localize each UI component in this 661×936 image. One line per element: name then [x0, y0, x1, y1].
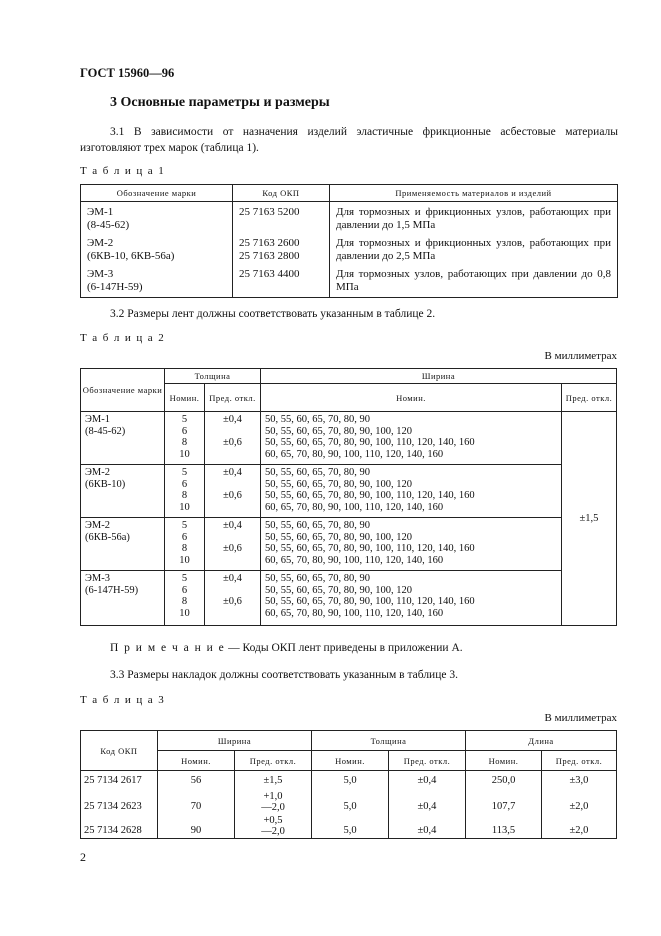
- table2-header-dev: Пред. откл.: [205, 384, 261, 412]
- table-row: [81, 412, 617, 465]
- table3-caption: Т а б л и ц а 3: [80, 694, 166, 706]
- table2-widths-cell: 50, 55, 60, 65, 70, 80, 90 50, 55, 60, 65, 70, 80, 90, 100, 120 50, 55, 60, 65, 70, 80, 90, 100, 110, 120, 140, 160 60, 65, 70, 80, 90, 100, 110, 120, 140, 160: [261, 412, 562, 465]
- table3-thickness-dev-cell: ±0,4: [389, 771, 466, 791]
- table3-header-thickness: Толщина: [312, 731, 466, 751]
- table2-units: В миллиметрах: [544, 350, 617, 362]
- table3-width-nom-cell: 70: [158, 791, 235, 815]
- table1-code-cell: 25 7163 4400: [233, 266, 330, 298]
- table2-widths-cell: 50, 55, 60, 65, 70, 80, 90 50, 55, 60, 65, 70, 80, 90, 100, 120 50, 55, 60, 65, 70, 80, 90, 100, 110, 120, 140, 160 60, 65, 70, 80, 90, 100, 110, 120, 140, 160: [261, 571, 562, 626]
- table-row: [81, 791, 617, 815]
- table2-header-thickness: Толщина: [165, 369, 261, 384]
- table-row: [81, 571, 617, 626]
- paragraph-3-1: 3.1 В зависимости от назначения изделий эластичные фрикционные асбестовые материалы изготовляют трех марок (таблица 1).: [80, 126, 618, 154]
- table3-header-code: Код ОКП: [81, 731, 158, 771]
- table3-thickness-dev-cell: ±0,4: [389, 791, 466, 815]
- table3-code-cell: 25 7134 2617: [81, 771, 158, 791]
- table1-usage-cell: Для тормозных узлов, работающих при давлении до 0,8 МПа: [330, 266, 618, 298]
- table3-header-thickness-nom: Номин.: [312, 751, 389, 771]
- note-text: — Коды ОКП лент приведены в приложении А.: [225, 642, 463, 654]
- table2-mark-cell: ЭМ-2 (6КВ-56а): [81, 518, 165, 571]
- table3-thickness-dev-cell: ±0,4: [389, 815, 466, 839]
- table3-thickness-nom-cell: 5,0: [312, 771, 389, 791]
- table3-length-dev-cell: ±2,0: [542, 815, 617, 839]
- table1-code-cell: 25 7163 2600 25 7163 2800: [233, 235, 330, 266]
- table-row: [81, 518, 617, 571]
- table3-thickness-nom-cell: 5,0: [312, 815, 389, 839]
- table3-units: В миллиметрах: [544, 712, 617, 724]
- table2-widths-cell: 50, 55, 60, 65, 70, 80, 90 50, 55, 60, 65, 70, 80, 90, 100, 120 50, 55, 60, 65, 70, 80, 90, 100, 110, 120, 140, 160 60, 65, 70, 80, 90, 100, 110, 120, 140, 160: [261, 465, 562, 518]
- table-row: [81, 202, 618, 236]
- table2-nom-cell: 5 6 8 10: [165, 412, 205, 465]
- table2-mark-cell: ЭМ-3 (6-147Н-59): [81, 571, 165, 626]
- table3-length-nom-cell: 113,5: [466, 815, 542, 839]
- table3-length-nom-cell: 107,7: [466, 791, 542, 815]
- table2-header-width-dev: Пред. откл.: [562, 384, 617, 412]
- table2-header-mark: Обозначение марки: [81, 369, 165, 412]
- table-3: [80, 730, 617, 839]
- table1-header-usage: Применяемость материалов и изделий: [330, 185, 618, 202]
- table3-code-cell: 25 7134 2628: [81, 815, 158, 839]
- table-row: [81, 771, 617, 791]
- table2-dev-cell: ±0,4 ±0,6: [205, 518, 261, 571]
- table3-header-width-nom: Номин.: [158, 751, 235, 771]
- table2-mark-cell: ЭМ-1 (8-45-62): [81, 412, 165, 465]
- table-row: [81, 266, 618, 298]
- table-row: [81, 815, 617, 839]
- page-number: 2: [80, 850, 86, 864]
- table2-nom-cell: 5 6 8 10: [165, 465, 205, 518]
- table2-dev-cell: ±0,4 ±0,6: [205, 465, 261, 518]
- table1-mark-cell: ЭМ-1 (8-45-62): [81, 202, 233, 236]
- table2-width-dev-cell: ±1,5: [562, 412, 617, 626]
- paragraph-3-3: 3.3 Размеры накладок должны соответствовать указанным в таблице 3.: [110, 669, 458, 681]
- document-header: ГОСТ 15960—96: [80, 66, 175, 80]
- table3-width-nom-cell: 90: [158, 815, 235, 839]
- table2-nom-cell: 5 6 8 10: [165, 518, 205, 571]
- table1-code-cell: 25 7163 5200: [233, 202, 330, 236]
- paragraph-3-2: 3.2 Размеры лент должны соответствовать указанным в таблице 2.: [110, 308, 436, 320]
- table1-usage-cell: Для тормозных и фрикционных узлов, работающих при давлении до 2,5 МПа: [330, 235, 618, 266]
- table3-header-length-nom: Номин.: [466, 751, 542, 771]
- table2-dev-cell: ±0,4 ±0,6: [205, 412, 261, 465]
- table3-header-thickness-dev: Пред. откл.: [389, 751, 466, 771]
- table1-caption: Т а б л и ц а 1: [80, 165, 166, 177]
- table3-width-dev-cell: ±1,5: [235, 771, 312, 791]
- table3-thickness-nom-cell: 5,0: [312, 791, 389, 815]
- table2-dev-cell: ±0,4 ±0,6: [205, 571, 261, 626]
- section-title: 3 Основные параметры и размеры: [110, 95, 330, 110]
- table2-caption: Т а б л и ц а 2: [80, 332, 166, 344]
- table3-code-cell: 25 7134 2623: [81, 791, 158, 815]
- table2-header-width: Ширина: [261, 369, 617, 384]
- table3-header-length: Длина: [466, 731, 617, 751]
- table1-header-code: Код ОКП: [233, 185, 330, 202]
- table3-width-nom-cell: 56: [158, 771, 235, 791]
- note: [110, 640, 463, 656]
- table2-widths-cell: 50, 55, 60, 65, 70, 80, 90 50, 55, 60, 65, 70, 80, 90, 100, 120 50, 55, 60, 65, 70, 80, 90, 100, 110, 120, 140, 160 60, 65, 70, 80, 90, 100, 110, 120, 140, 160: [261, 518, 562, 571]
- table-2: [80, 368, 617, 626]
- table3-header-width: Ширина: [158, 731, 312, 751]
- table-1: [80, 184, 618, 298]
- table2-nom-cell: 5 6 8 10: [165, 571, 205, 626]
- table3-length-nom-cell: 250,0: [466, 771, 542, 791]
- table1-header-mark: Обозначение марки: [81, 185, 233, 202]
- table-row: [81, 465, 617, 518]
- table2-mark-cell: ЭМ-2 (6КВ-10): [81, 465, 165, 518]
- table3-width-dev-cell: +0,5 —2,0: [235, 815, 312, 839]
- table3-length-dev-cell: ±2,0: [542, 791, 617, 815]
- table-row: [81, 235, 618, 266]
- table3-header-length-dev: Пред. откл.: [542, 751, 617, 771]
- table1-usage-cell: Для тормозных и фрикционных узлов, работающих при давлении до 1,5 МПа: [330, 202, 618, 236]
- table2-header-width-nom: Номин.: [261, 384, 562, 412]
- note-label: П р и м е ч а н и е: [110, 642, 226, 654]
- table3-width-dev-cell: +1,0 —2,0: [235, 791, 312, 815]
- table2-header-nom: Номин.: [165, 384, 205, 412]
- table3-length-dev-cell: ±3,0: [542, 771, 617, 791]
- table3-header-width-dev: Пред. откл.: [235, 751, 312, 771]
- table1-mark-cell: ЭМ-3 (6-147Н-59): [81, 266, 233, 298]
- table1-mark-cell: ЭМ-2 (6КВ-10, 6КВ-56а): [81, 235, 233, 266]
